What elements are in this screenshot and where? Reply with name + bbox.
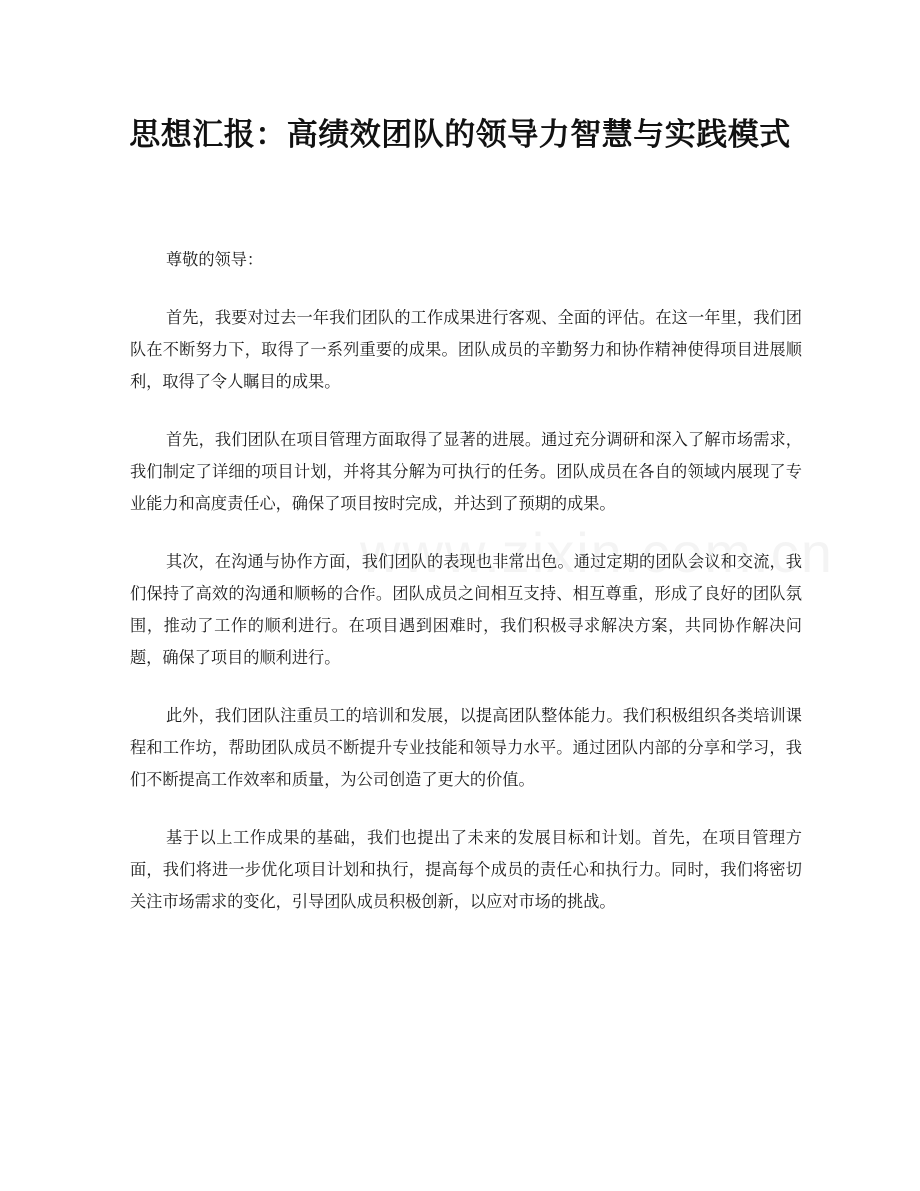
document-body bbox=[130, 244, 802, 944]
paragraph-2: 首先，我们团队在项目管理方面取得了显著的进展。通过充分调研和深入了解市场需求，我们制定了详细的项目计划，并将其分解为可执行的任务。团队成员在各自的领域内展现了专业能力和高度责任心，确保了项目按时完成，并达到了预期的成果。 bbox=[130, 430, 802, 513]
paragraph-4: 此外，我们团队注重员工的培训和发展，以提高团队整体能力。我们积极组织各类培训课程和工作坊，帮助团队成员不断提升专业技能和领导力水平。通过团队内部的分享和学习，我们不断提高工作效率和质量，为公司创造了更大的价值。 bbox=[130, 706, 802, 789]
salutation: 尊敬的领导： bbox=[166, 250, 264, 269]
document-title: 思想汇报：高绩效团队的领导力智慧与实践模式 bbox=[129, 117, 791, 153]
paragraph-1: 首先，我要对过去一年我们团队的工作成果进行客观、全面的评估。在这一年里，我们团队在不断努力下，取得了一系列重要的成果。团队成员的辛勤努力和协作精神使得项目进展顺利，取得了令人瞩目的成果。 bbox=[130, 308, 802, 391]
paragraph-3: 其次，在沟通与协作方面，我们团队的表现也非常出色。通过定期的团队会议和交流，我们保持了高效的沟通和顺畅的合作。团队成员之间相互支持、相互尊重，形成了良好的团队氛围，推动了工作的顺利进行。在项目遇到困难时，我们积极寻求解决方案，共同协作解决问题，确保了项目的顺利进行。 bbox=[130, 552, 802, 667]
paragraph-5: 基于以上工作成果的基础，我们也提出了未来的发展目标和计划。首先，在项目管理方面，我们将进一步优化项目计划和执行，提高每个成员的责任心和执行力。同时，我们将密切关注市场需求的变化，引导团队成员积极创新，以应对市场的挑战。 bbox=[130, 828, 802, 911]
